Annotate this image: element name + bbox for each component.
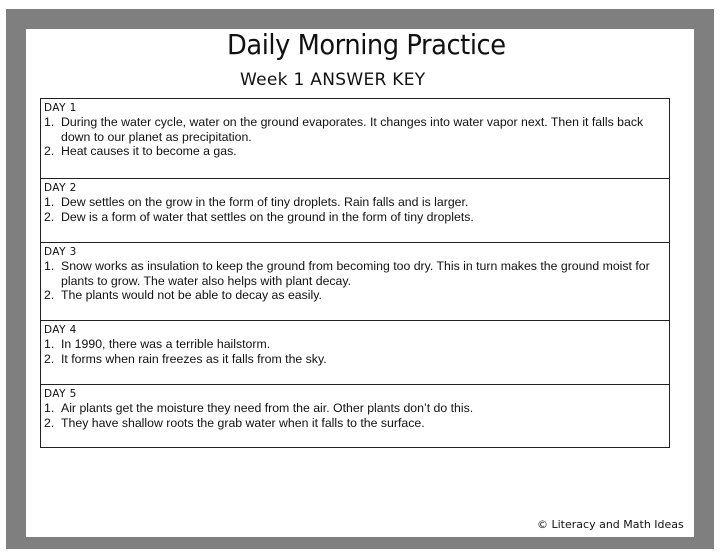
day-row-5	[41, 385, 669, 447]
answer-item	[44, 115, 669, 144]
answer-item	[44, 259, 669, 288]
answer-text: It forms when rain freezes as it falls from the sky.	[61, 351, 327, 366]
answer-list	[44, 259, 669, 303]
answer-item	[44, 195, 669, 210]
answer-text: Heat causes it to become a gas.	[61, 144, 237, 158]
answer-number: 2.	[44, 351, 55, 366]
answer-item	[44, 210, 669, 225]
answer-list	[44, 337, 669, 366]
day-row-4	[41, 321, 669, 385]
answer-item	[44, 337, 669, 352]
answer-item	[44, 401, 669, 416]
answer-text: Snow works as insulation to keep the ground from becoming too dry. This in turn makes the ground moist for plants to grow. The water also helps with plant decay.	[61, 259, 650, 288]
answer-text: Dew is a form of water that settles on the ground in the form of tiny droplets.	[61, 209, 474, 224]
day-label: DAY 4	[44, 324, 77, 336]
answer-number: 1.	[44, 259, 55, 273]
day-label: DAY 1	[44, 102, 77, 114]
day-row-1	[41, 99, 669, 179]
day-row-2	[41, 179, 669, 243]
answer-number: 2.	[44, 209, 55, 224]
answer-list	[44, 195, 669, 224]
day-label: DAY 3	[44, 246, 77, 258]
day-label: DAY 2	[44, 182, 77, 194]
answer-list	[44, 401, 669, 430]
answer-item	[44, 144, 669, 159]
copyright-footer: © Literacy and Math Ideas	[537, 518, 684, 531]
answer-number: 1.	[44, 115, 55, 129]
day-row-3	[41, 243, 669, 321]
answer-item	[44, 288, 669, 303]
answer-number: 1.	[44, 401, 55, 415]
answer-text: Dew settles on the grow in the form of tiny droplets. Rain falls and is larger.	[61, 195, 469, 209]
answer-number: 2.	[44, 415, 55, 430]
page-subtitle: Week 1 ANSWER KEY	[240, 70, 426, 90]
answer-text: Air plants get the moisture they need from the air. Other plants don’t do this.	[61, 401, 474, 415]
answer-text: They have shallow roots the grab water when it falls to the surface.	[61, 415, 425, 430]
answer-number: 1.	[44, 337, 55, 351]
answer-number: 2.	[44, 288, 55, 302]
answer-number: 2.	[44, 144, 55, 158]
answer-text: The plants would not be able to decay as easily.	[61, 288, 322, 302]
answer-number: 1.	[44, 195, 55, 209]
day-label: DAY 5	[44, 388, 77, 400]
page-title: Daily Morning Practice	[227, 28, 506, 61]
answer-text: During the water cycle, water on the ground evaporates. It changes into water vapor next. Then it falls back down to our planet as precipitation.	[61, 115, 644, 144]
answer-text: In 1990, there was a terrible hailstorm.	[61, 337, 271, 351]
answer-item	[44, 416, 669, 431]
answer-table	[40, 98, 670, 448]
answer-item	[44, 352, 669, 367]
answer-list	[44, 115, 669, 159]
